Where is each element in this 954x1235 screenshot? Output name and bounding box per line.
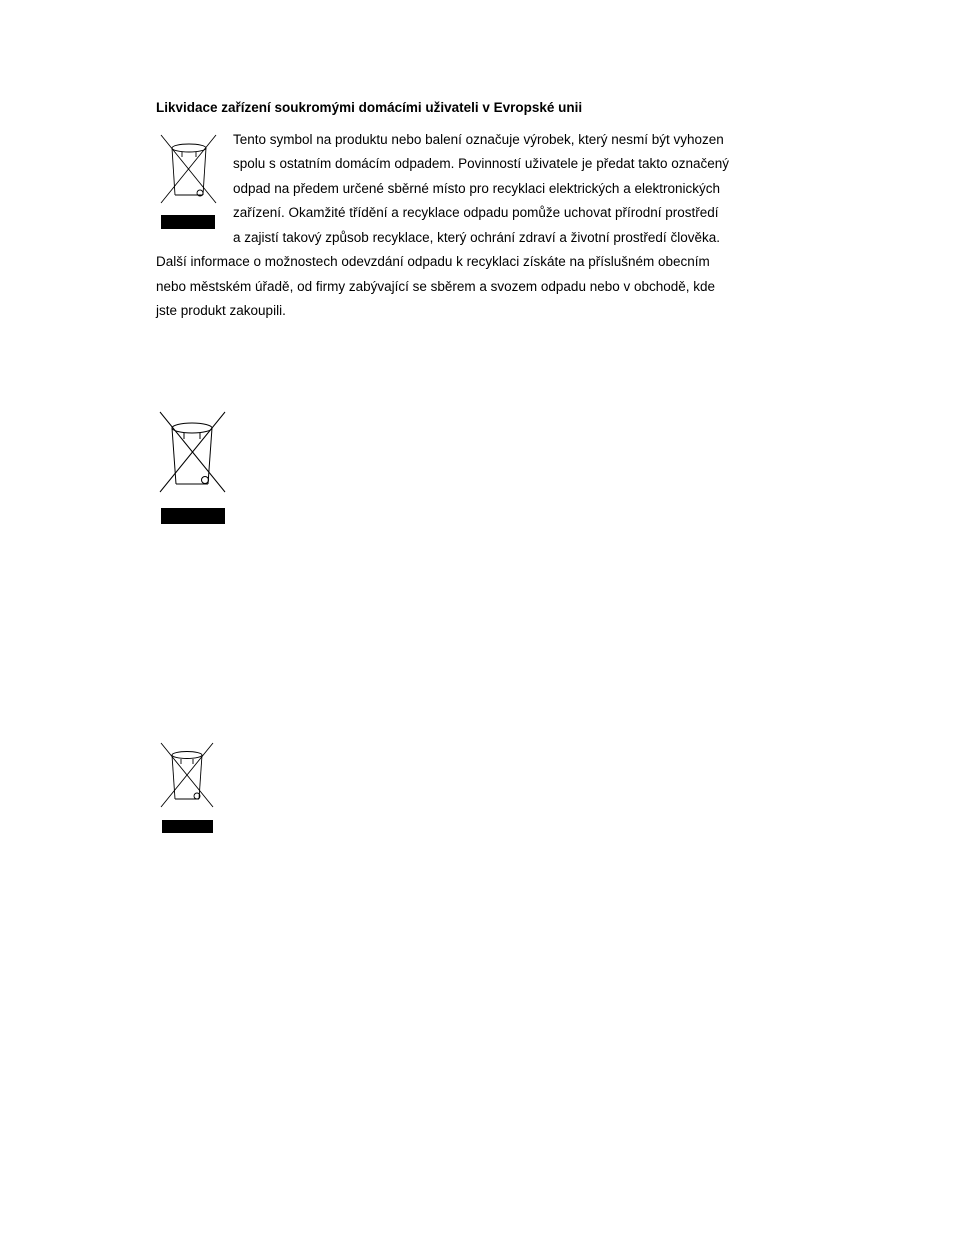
paragraph-line: a zajistí takový způsob recyklace, který ochrání zdraví a životní prostředí člověka. <box>233 230 720 245</box>
paragraph-line: zařízení. Okamžité třídění a recyklace odpadu pomůže uchovat přírodní prostředí <box>233 205 719 220</box>
paragraph-line: odpad na předem určené sběrné místo pro recyklaci elektrických a elektronických <box>233 181 720 196</box>
paragraph-line: spolu s ostatním domácím odpadem. Povinností uživatele je předat takto označený <box>233 156 730 171</box>
paragraph-line: Tento symbol na produktu nebo balení označuje výrobek, který nesmí být vyhozen <box>233 132 724 147</box>
paragraph-line: nebo městském úřadě, od firmy zabývající se sběrem a svozem odpadu nebo v obchodě, kde <box>156 279 716 294</box>
weee-crossed-bin-icon <box>158 410 228 526</box>
paragraph-line: jste produkt zakoupili. <box>156 303 286 318</box>
weee-crossed-bin-icon <box>160 133 218 231</box>
page-title: Likvidace zařízení soukromými domácími uživateli v Evropské unii <box>156 100 583 115</box>
paragraph-line: Další informace o možnostech odevzdání odpadu k recyklaci získáte na příslušném obecním <box>156 254 710 269</box>
weee-crossed-bin-icon <box>159 741 217 835</box>
